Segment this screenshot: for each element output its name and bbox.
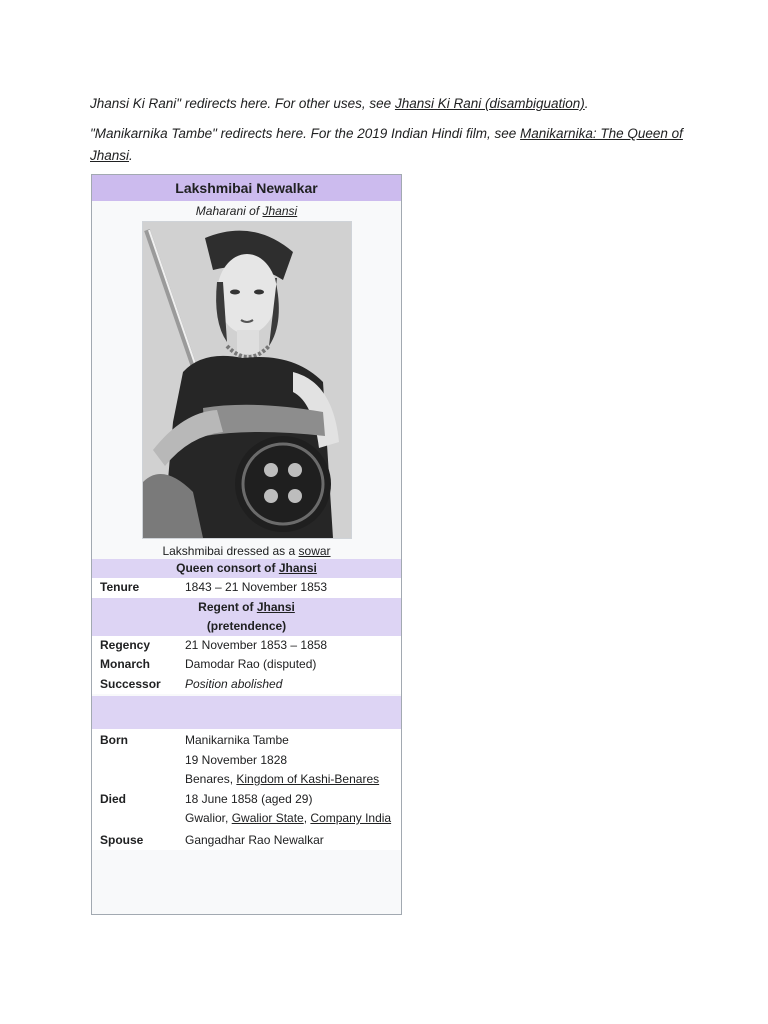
header-text: Queen consort of (176, 561, 279, 575)
successor-row (92, 675, 401, 695)
successor-value: Position abolished (185, 676, 283, 691)
died-label: Died (100, 791, 127, 806)
born-label: Born (100, 733, 128, 747)
sowar-link[interactable]: sowar (298, 544, 331, 558)
hatnote-disambiguation (90, 93, 690, 115)
infobox-title: Lakshmibai Newalkar (92, 175, 401, 201)
jhansi-consort-link[interactable]: Jhansi (278, 561, 317, 575)
regency-label: Regency (100, 637, 151, 652)
jhansi-regent-link[interactable]: Jhansi (256, 599, 295, 614)
infobox-subtitle (92, 203, 401, 219)
kashi-benares-link[interactable]: Kingdom of Kashi-Benares (236, 772, 380, 786)
monarch-value: Damodar Rao (disputed) (185, 657, 317, 671)
header-text: Regent of (198, 599, 257, 614)
regency-value: 21 November 1853 – 1858 (185, 637, 328, 652)
regency-row (92, 636, 401, 656)
tenure-label: Tenure (100, 580, 140, 594)
born-place (185, 770, 395, 790)
died-place-text: Gwalior, (185, 811, 232, 825)
header-subtext: (pretendence) (206, 618, 287, 633)
died-value (178, 790, 401, 829)
company-india-link[interactable]: Company India (310, 811, 392, 825)
died-place (185, 809, 395, 829)
born-value (178, 731, 401, 790)
infobox (91, 174, 402, 915)
monarch-row (92, 655, 401, 675)
died-row (92, 790, 401, 829)
hatnote-film (90, 123, 690, 167)
hatnote-text: Jhansi Ki Rani" redirects here. For other uses, see (90, 96, 395, 111)
jhansi-link[interactable]: Jhansi (262, 204, 298, 218)
section-header-consort (92, 559, 401, 578)
spouse-label: Spouse (100, 832, 144, 847)
gwalior-state-link[interactable]: Gwalior State (231, 811, 304, 825)
hatnote-punct: . (584, 96, 589, 111)
film-link[interactable]: Manikarnika: The Queen of Jhansi (90, 126, 683, 163)
born-row (92, 729, 401, 790)
disambiguation-link[interactable]: Jhansi Ki Rani (disambiguation) (394, 96, 585, 111)
hatnote-punct: . (129, 148, 133, 163)
born-date: 19 November 1828 (185, 752, 288, 767)
died-place-sep: , (303, 811, 311, 825)
tenure-row (92, 578, 401, 598)
born-name: Manikarnika Tambe (185, 733, 289, 747)
section-header-personal (92, 696, 401, 729)
tenure-value: 1843 – 21 November 1853 (185, 580, 328, 594)
hatnote-text: "Manikarnika Tambe" redirects here. For the 2019 Indian Hindi film, see (90, 126, 521, 141)
monarch-label: Monarch (100, 657, 151, 671)
spouse-row (92, 829, 401, 851)
died-date: 18 June 1858 (aged 29) (185, 791, 313, 806)
spouse-value: Gangadhar Rao Newalkar (185, 832, 324, 847)
portrait-caption (92, 543, 401, 559)
successor-label: Successor (100, 676, 161, 691)
subtitle-text: Maharani of (195, 204, 263, 218)
born-place-text: Benares, (185, 772, 237, 786)
caption-text: Lakshmibai dressed as a (162, 544, 299, 558)
section-header-regent (92, 598, 401, 636)
portrait-image[interactable] (142, 221, 352, 539)
